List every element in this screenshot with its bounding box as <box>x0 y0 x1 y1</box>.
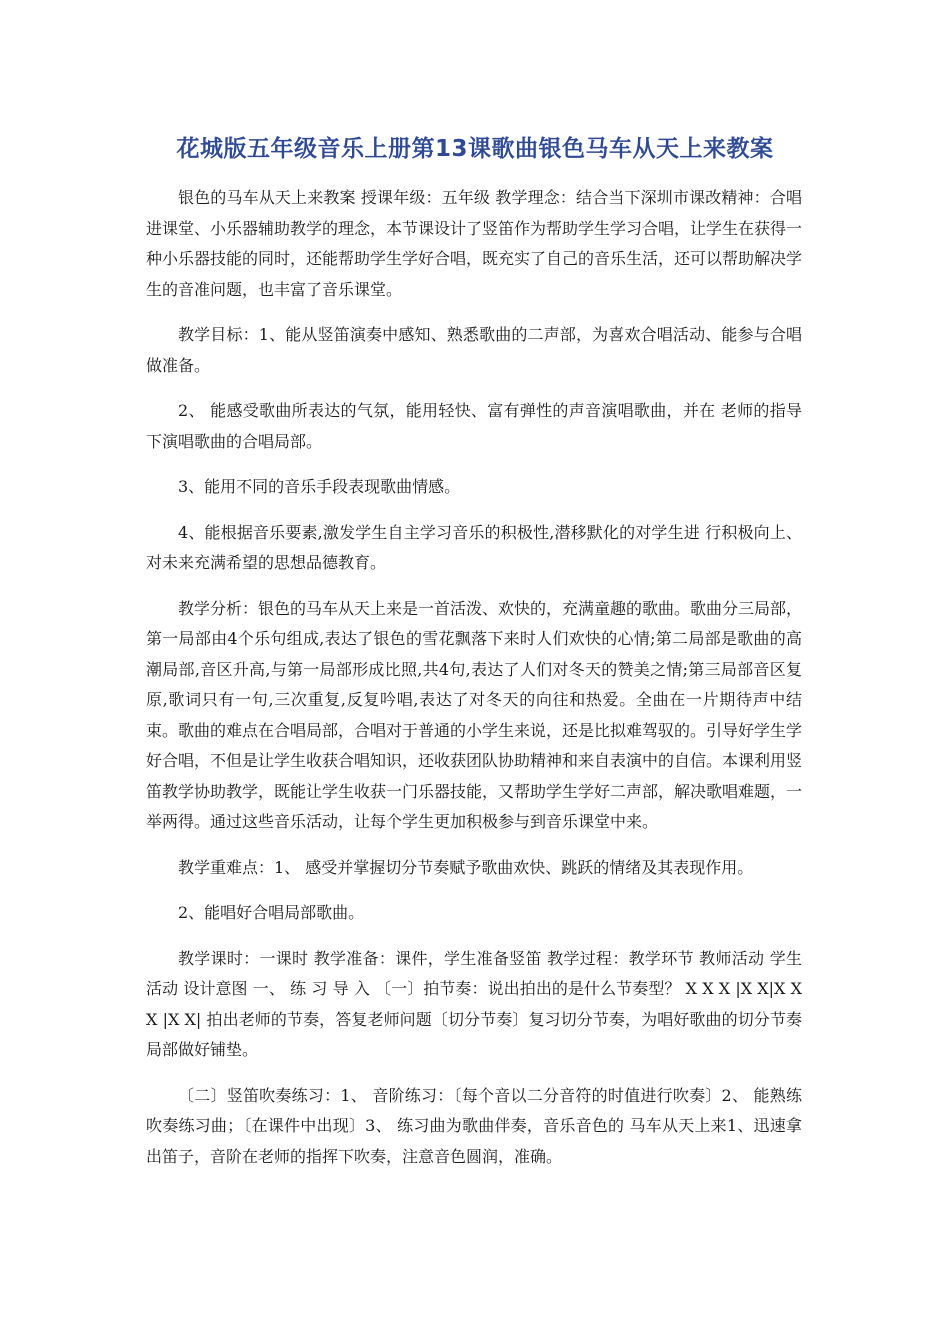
paragraph-key-points-2: 2、能唱好合唱局部歌曲。 <box>178 903 365 922</box>
paragraph-goal-2: 2、 能感受歌曲所表达的气氛，能用轻快、富有弹性的声音演唱歌曲，并在 老师的指导下演唱歌曲的合唱局部。 <box>146 401 802 451</box>
paragraph-key-points-1: 教学重难点：1、 感受并掌握切分节奏赋予歌曲欢快、跳跃的情绪及其表现作用。 <box>178 857 754 877</box>
document-body <box>146 183 802 1187</box>
paragraph-goal-3: 3、能用不同的音乐手段表现歌曲情感。 <box>178 477 461 496</box>
paragraph-process: 教学课时：一课时 教学准备：课件，学生准备竖笛 教学过程：教学环节 教师活动 学生活动 设计意图 一、 练 习 导 入 〔一〕拍节奏：说出拍出的是什么节奏型？ X X X |X X|X X X |X X| 拍出老师的节奏，答复老师问题〔切分节奏〕复习切分节奏，为唱好歌曲的切分节奏局部做好铺垫。 <box>146 948 802 1059</box>
paragraph-analysis: 教学分析：银色的马车从天上来是一首活泼、欢快的，充满童趣的歌曲。歌曲分三局部，第一局部由4个乐句组成,表达了银色的雪花飘落下来时人们欢快的心情;第二局部是歌曲的高潮局部,音区升高,与第一局部形成比照,共4句,表达了人们对冬天的赞美之情;第三局部音区复原,歌词只有一句,三次重复,反复吟唱,表达了对冬天的向往和热爱。全曲在一片期待声中结束。歌曲的难点在合唱局部，合唱对于普通的小学生来说，还是比拟难驾驭的。引导好学生学好合唱，不但是让学生收获合唱知识，还收获团队协助精神和来自表演中的自信。本课利用竖笛教学协助教学，既能让学生收获一门乐器技能，又帮助学生学好二声部，解决歌唱难题，一举两得。通过这些音乐活动，让每个学生更加积极参与到音乐课堂中来。 <box>146 598 803 831</box>
document-title: 花城版五年级音乐上册第13课歌曲银色马车从天上来教案 <box>176 136 774 162</box>
paragraph-recorder-practice: 〔二〕竖笛吹奏练习：1、 音阶练习：〔每个音以二分音符的时值进行吹奏〕2、 能熟练吹奏练习曲；〔在课件中出现〕3、 练习曲为歌曲伴奏，音乐音色的 马车从天上来1、迅速拿出笛子，音阶在老师的指挥下吹奏，注意音色圆润，准确。 <box>146 1085 802 1166</box>
paragraph-goal-4: 4、能根据音乐要素,激发学生自主学习音乐的积极性,潜移默化的对学生进 行积极向上、对未来充满希望的思想品德教育。 <box>146 522 802 572</box>
paragraph-intro: 银色的马车从天上来教案 授课年级：五年级 教学理念：结合当下深圳市课改精神：合唱进课堂、小乐器辅助教学的理念，本节课设计了竖笛作为帮助学生学习合唱，让学生在获得一种小乐器技能的同时，还能帮助学生学好合唱，既充实了自己的音乐生活，还可以帮助解决学生的音准问题，也丰富了音乐课堂。 <box>146 188 803 299</box>
paragraph-goal-1: 教学目标：1、能从竖笛演奏中感知、熟悉歌曲的二声部，为喜欢合唱活动、能参与合唱做准备。 <box>146 325 802 375</box>
